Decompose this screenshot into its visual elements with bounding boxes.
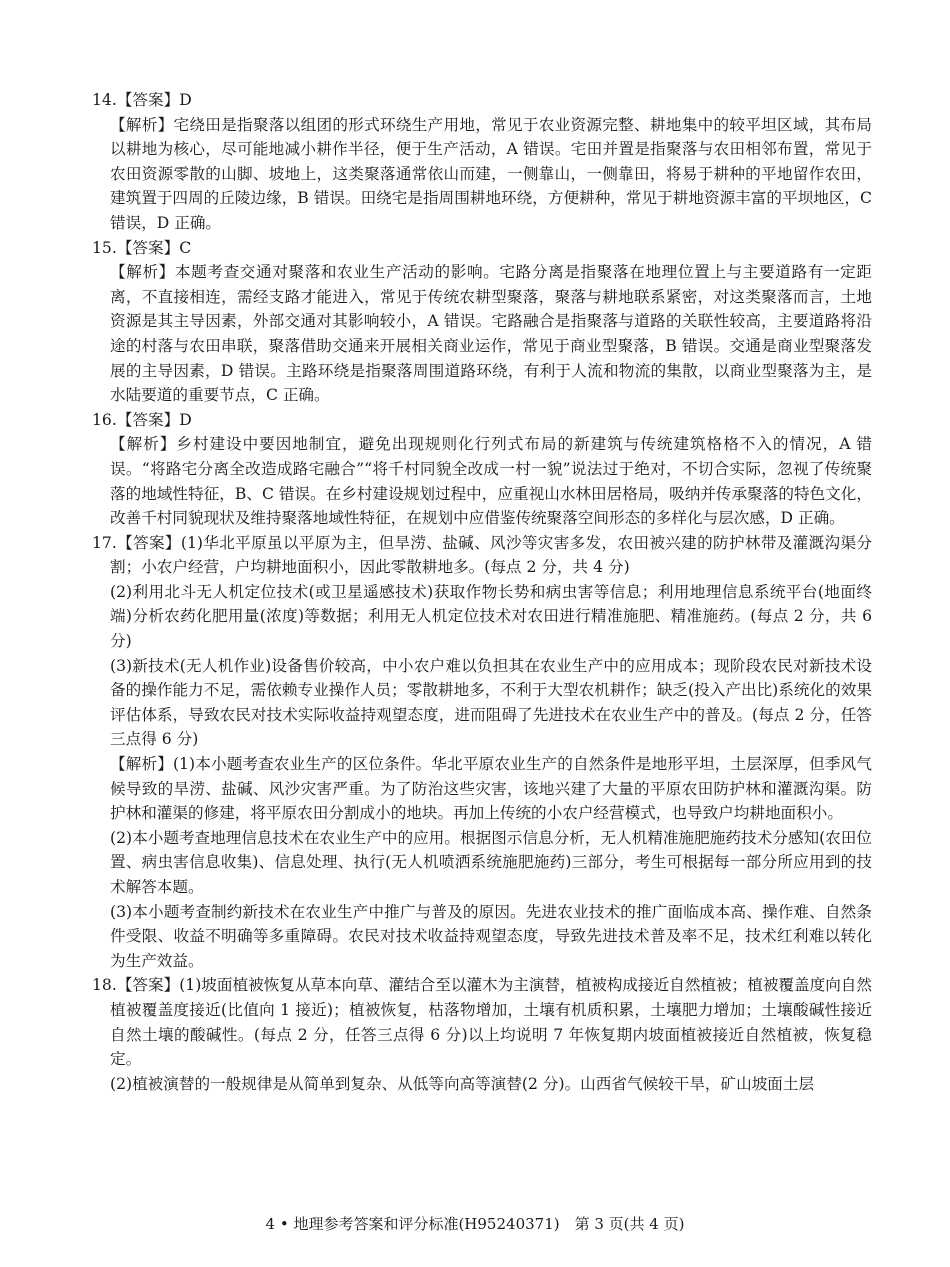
explanation-paragraph: (3)新技术(无人机作业)设备售价较高，中小农户难以负担其在农业生产中的应用成本；现阶段农民对新技术设备的操作能力不足，需依赖专业操作人员；零散耕地多，不利于大型农机耕作；缺乏(投入产出比)系统化的效果评估体系，导致农民对技术实际收益持观望态度，进而阻碍了先进技术在农业生产中的普及。(每点 2 分，任答三点得 6 分) bbox=[110, 656, 872, 749]
question-number: 18. bbox=[92, 976, 117, 995]
explanation-paragraph: 【解析】乡村建设中要因地制宜，避免出现规则化行列式布局的新建筑与传统建筑格格不入的情况，A 错误。“将路宅分离全改造成路宅融合”“将千村同貌全改成一村一貌”说法过于绝对，不切合实际，忽视了传统聚落的地域性特征，B、C 错误。在乡村建设规划过程中，应重视山水林田居格局，吸纳并传承聚落的特色文化，改善千村同貌现状及维持聚落地域性特征，在规划中应借鉴传统聚落空间形态的多样化与层次感，D 正确。 bbox=[110, 435, 872, 528]
question-answer-line bbox=[92, 531, 872, 580]
explanation-paragraph: 【解析】(1)本小题考查农业生产的区位条件。华北平原农业生产的自然条件是地形平坦，土层深厚，但季风气候导致的旱涝、盐碱、风沙灾害严重。为了防治这些灾害，该地兴建了大量的平原农田防护林和灌溉沟渠。防护林和灌渠的修建，将平原农田分割成小的地块。再加上传统的小农户经营模式，也导致户均耕地面积小。 bbox=[110, 755, 872, 823]
question-number: 15. bbox=[92, 238, 117, 257]
question-number: 17. bbox=[92, 533, 117, 552]
answer-text: 【答案】D bbox=[116, 410, 192, 429]
question-number: 14. bbox=[92, 91, 117, 109]
explanation-paragraph: (3)本小题考查制约新技术在农业生产中推广与普及的原因。先进农业技术的推广面临成本高、操作难、自然条件受限、收益不明确等多重障碍。农民对技术收益持观望态度，导致先进技术普及率不足，技术红利难以转化为生产效益。 bbox=[110, 902, 872, 970]
explanation-paragraph: 【解析】本题考查交通对聚落和农业生产活动的影响。宅路分离是指聚落在地理位置上与主要道路有一定距离，不直接相连，需经支路才能进入，常见于传统农耕型聚落，聚落与耕地联系紧密，对这类聚落而言，土地资源是其主导因素，外部交通对其影响较小，A 错误。宅路融合是指聚落与道路的关联性较高，主要道路将沿途的村落与农田串联，聚落借助交通来开展相关商业运作，常见于商业型聚落，B 错误。交通是商业型聚落发展的主导因素，D 错误。主路环绕是指聚落周围道路环绕，有利于人流和物流的集散，以商业型聚落为主，是水陆要道的重要节点，C 正确。 bbox=[110, 263, 872, 405]
answer-key-content bbox=[92, 88, 872, 1096]
answer-text: 【答案】(1)华北平原虽以平原为主，但旱涝、盐碱、风沙等灾害多发，农田被兴建的防护林带及灌溉沟渠分割；小农户经营，户均耕地面积小，因此零散耕地多。(每点 2 分，共 4 分) bbox=[110, 533, 872, 577]
page-footer: 4 • 地理参考答案和评分标准(H95240371) 第 3 页(共 4 页) bbox=[265, 1215, 685, 1233]
question-block bbox=[92, 973, 872, 1096]
explanation-paragraph: 【解析】宅绕田是指聚落以组团的形式环绕生产用地，常见于农业资源完整、耕地集中的较平坦区域，其布局以耕地为核心，尽可能地减小耕作半径，便于生产活动，A 错误。宅田并置是指聚落与农田相邻布置，常见于农田资源零散的山脚、坡地上，这类聚落通常依山而建，一侧靠山，一侧靠田，将易于耕种的平地留作农田，建筑置于四周的丘陵边缘，B 错误。田绕宅是指周围耕地环绕，方便耕种，常见于耕地资源丰富的平坝地区，C 错误，D 正确。 bbox=[110, 115, 872, 232]
question-block bbox=[92, 531, 872, 974]
question-block bbox=[92, 88, 872, 236]
question-block bbox=[92, 236, 872, 408]
question-answer-line bbox=[92, 236, 872, 261]
answer-text: 【答案】D bbox=[116, 91, 192, 109]
question-answer-line bbox=[92, 973, 872, 1071]
question-block bbox=[92, 408, 872, 531]
explanation-paragraph: (2)利用北斗无人机定位技术(或卫星遥感技术)获取作物长势和病虫害等信息；利用地理信息系统平台(地面终端)分析农药化肥用量(浓度)等数据；利用无人机定位技术对农田进行精准施肥、精准施药。(每点 2 分，共 6 分) bbox=[110, 582, 872, 651]
question-answer-line bbox=[92, 408, 872, 433]
explanation-paragraph: (2)植被演替的一般规律是从简单到复杂、从低等向高等演替(2 分)。山西省气候较干旱，矿山坡面土层 bbox=[110, 1074, 815, 1093]
explanation-paragraph: (2)本小题考查地理信息技术在农业生产中的应用。根据图示信息分析，无人机精准施肥施药技术分感知(农田位置、病虫害信息收集)、信息处理、执行(无人机喷洒系统施肥施药)三部分，考生可根据每一部分所应用到的技术解答本题。 bbox=[110, 828, 872, 896]
answer-text: 【答案】(1)坡面植被恢复从草本向草、灌结合至以灌木为主演替，植被构成接近自然植被；植被覆盖度向自然植被覆盖度接近(比值向 1 接近)；植被恢复，枯落物增加，土壤有机质积累，土壤肥力增加；土壤酸碱性接近自然土壤的酸碱性。(每点 2 分，任答三点得 6 分)以上均说明 7 年恢复期内坡面植被接近自然植被，恢复稳定。 bbox=[110, 976, 872, 1069]
question-answer-line bbox=[92, 88, 872, 113]
answer-text: 【答案】C bbox=[116, 238, 192, 257]
question-number: 16. bbox=[92, 410, 117, 429]
